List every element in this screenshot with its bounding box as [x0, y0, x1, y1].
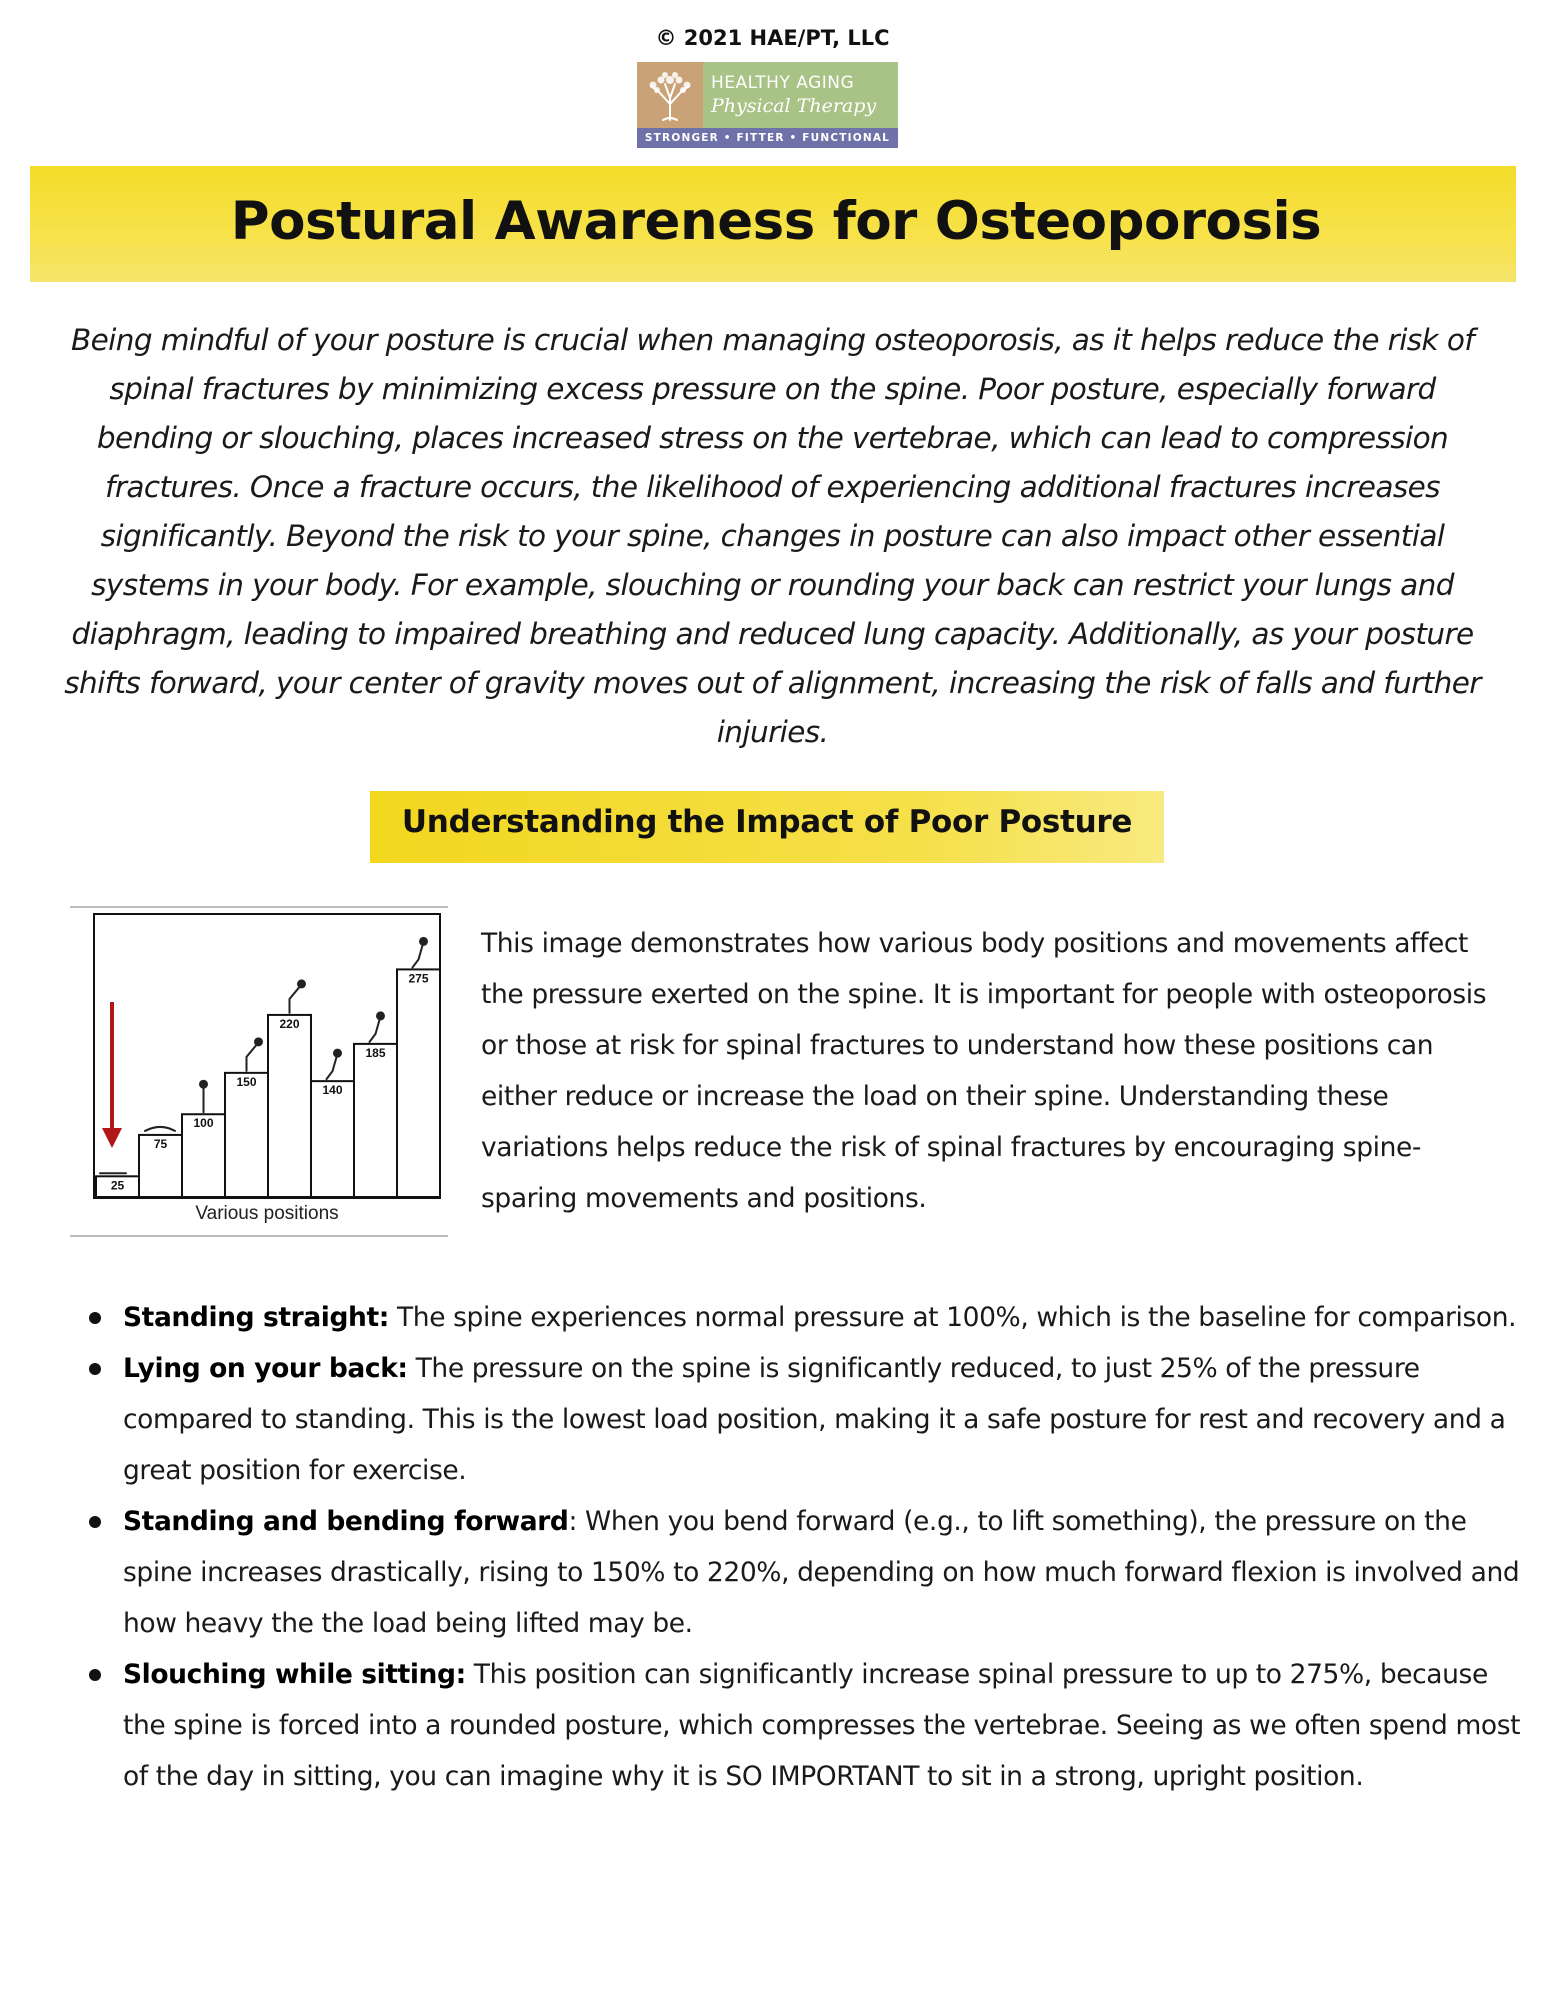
bullet-icon [89, 1516, 101, 1528]
pressure-arrow-head [102, 1128, 122, 1148]
chart-value-label: 185 [365, 1045, 386, 1060]
list-item-text: : When you bend forward (e.g., to lift something), the pressure on the spine increases drastically, rising to 150% to 220%, depending on how much forward flexion is involved and how heavy the the load being lifted may be. [123, 1506, 1520, 1639]
chart-bar [268, 1015, 311, 1197]
posture-figure-icon [247, 1038, 263, 1071]
posture-figure-body [290, 987, 300, 1013]
copyright-notice: © 2021 HAE/PT, LLC [655, 26, 890, 50]
chart-bar [311, 1081, 354, 1197]
title-banner [30, 166, 1516, 282]
posture-figure-icon [370, 1012, 385, 1041]
chart-bar [354, 1044, 397, 1197]
posture-figure-body [247, 1045, 257, 1071]
list-item-label: Standing and bending forward [123, 1506, 569, 1537]
posture-figure-icon [290, 980, 306, 1013]
posture-figure-icon [200, 1081, 207, 1113]
section-heading: Understanding the Impact of Poor Posture [401, 804, 1133, 840]
posture-figure-head [334, 1050, 341, 1057]
tree-icon [637, 62, 703, 128]
page-title: Postural Awareness for Osteoporosis [230, 191, 1322, 252]
posture-figure-head [255, 1038, 262, 1045]
chart-bar [397, 969, 440, 1197]
chart-value-label: 25 [110, 1178, 125, 1193]
list-item [81, 1292, 1521, 1343]
intro-paragraph: Being mindful of your posture is crucial when managing osteoporosis, as it helps reduce the risk of spinal fractures by minimizing excess pressure on the spine. Poor posture, especially forward bending or slouching, places increased stress on the vertebrae, which can lead to compression fractures. Once a fracture occurs, the likelihood of experiencing additional fractures increases significantly. Beyond the risk to your spine, changes in posture can also impact other essential systems in your body. For example, slouching or rounding your back can restrict your lungs and diaphragm, leading to impaired breathing and reduced lung capacity. Additionally, as your posture shifts forward, your center of gravity moves out of alignment, increasing the risk of falls and further injuries. [64, 323, 1481, 749]
spinal-pressure-chart [70, 906, 448, 1238]
posture-figure-head [298, 980, 305, 987]
bullet-icon [89, 1669, 101, 1681]
chart-value-label: 100 [193, 1116, 214, 1131]
chart-value-label: 75 [153, 1136, 168, 1151]
bullet-icon [89, 1363, 101, 1375]
chart-value-label: 275 [408, 971, 429, 986]
posture-figure-head [420, 938, 427, 945]
position-list [81, 1292, 1521, 1802]
spinal-pressure-figure [70, 906, 448, 1238]
list-item [81, 1649, 1521, 1802]
posture-figure-icon [327, 1050, 342, 1080]
posture-figure-icon [145, 1127, 175, 1131]
figure-description: This image demonstrates how various body positions and movements affect the pressure exerted on the spine. It is important for people with osteoporosis or those at risk for spinal fractures to understand how these positions can either reduce or increase the load on their spine. Understanding these variations helps reduce the risk of spinal fractures by encouraging spine-sparing movements and positions. [481, 928, 1487, 1214]
posture-figure-body [370, 1020, 380, 1042]
chart-value-label: 140 [322, 1083, 343, 1098]
logo-line2: Physical Therapy [711, 94, 877, 117]
bullet-icon [89, 1312, 101, 1324]
list-item-label: Lying on your back: [123, 1353, 408, 1384]
posture-figure-head [377, 1012, 384, 1019]
subheading-banner [370, 791, 1164, 863]
chart-bar [225, 1073, 268, 1197]
list-item-text: This position can significantly increase spinal pressure to up to 275%, because the spine is forced into a rounded posture, which compresses the vertebrae. Seeing as we often spend most of the day in sitting, you can imagine why it is SO IMPORTANT to sit in a strong, upright position. [123, 1659, 1521, 1792]
list-item [81, 1496, 1521, 1649]
list-item-label: Standing straight: [123, 1302, 389, 1333]
company-logo [637, 62, 898, 148]
list-item-label: Slouching while sitting: [123, 1659, 466, 1690]
list-item [81, 1343, 1521, 1496]
list-item-text: The pressure on the spine is significantly reduced, to just 25% of the pressure compared to standing. This is the lowest load position, making it a safe posture for rest and recovery and a great position for exercise. [123, 1353, 1506, 1486]
posture-figure-body [327, 1057, 337, 1079]
list-item-text: The spine experiences normal pressure at 100%, which is the baseline for comparison. [389, 1302, 1517, 1333]
posture-figure-head [200, 1081, 207, 1088]
logo-tagline: STRONGER • FITTER • FUNCTIONAL [637, 128, 898, 148]
chart-value-label: 220 [279, 1016, 300, 1031]
posture-figure-body [145, 1127, 175, 1131]
posture-figure-body [413, 945, 423, 967]
logo-line1: HEALTHY AGING [711, 72, 855, 93]
chart-xlabel: Various positions [195, 1203, 339, 1224]
chart-value-label: 150 [236, 1074, 257, 1089]
posture-figure-icon [413, 938, 428, 968]
